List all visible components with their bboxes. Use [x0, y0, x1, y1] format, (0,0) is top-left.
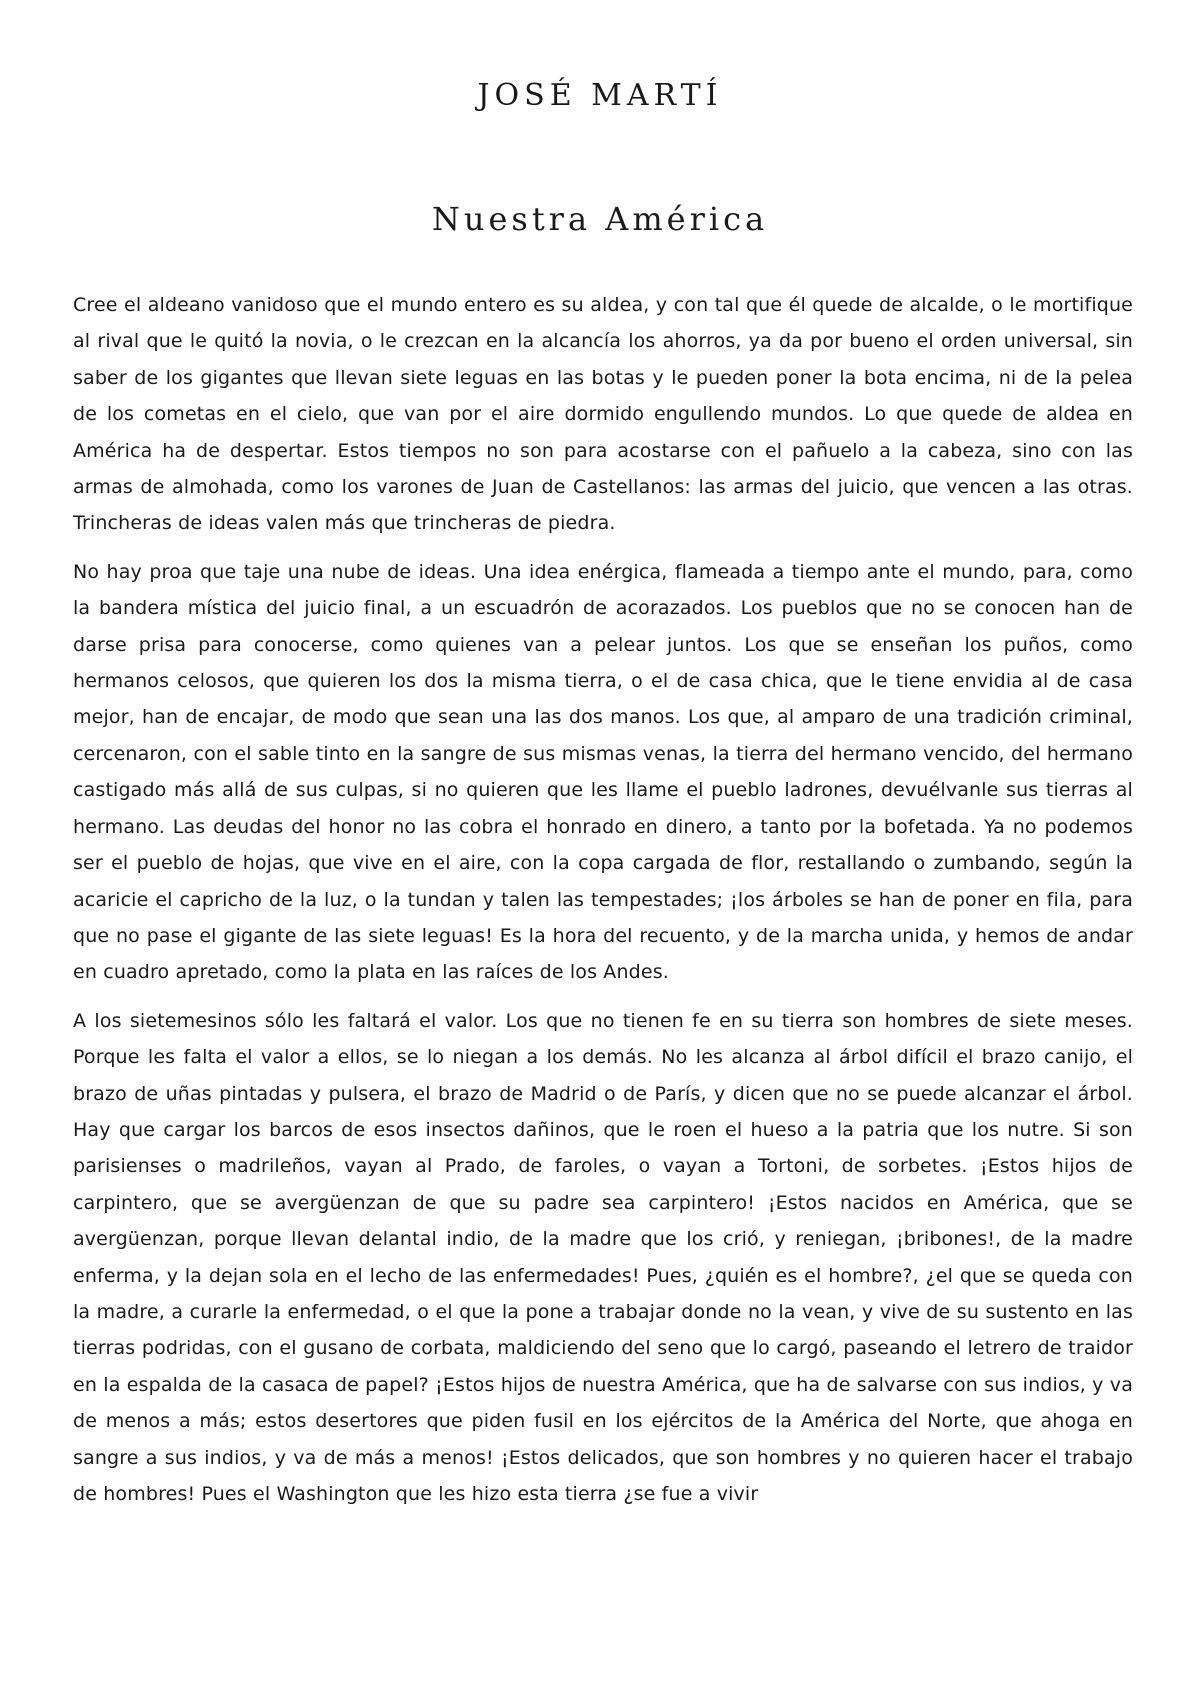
document-title: Nuestra América: [431, 200, 769, 238]
body-text: [73, 287, 1133, 1524]
author-heading: JOSÉ MARTÍ: [477, 78, 723, 113]
paragraph-3: A los sietemesinos sólo les faltará el valor. Los que no tienen fe en su tierra son hombres de siete meses. Porque les falta el valor a ellos, se lo niegan a los demás. No les alcanza al árbol difícil el brazo canijo, el brazo de uñas pintadas y pulsera, el brazo de Madrid o de París, y dicen que no se puede alcanzar el árbol. Hay que cargar los barcos de esos insectos dañinos, que le roen el hueso a la patria que los nutre. Si son parisienses o madrileños, vayan al Prado, de faroles, o vayan a Tortoni, de sorbetes. ¡Estos hijos de carpintero, que se avergüenzan de que su padre sea carpintero! ¡Estos nacidos en América, que se avergüenzan, porque llevan delantal indio, de la madre que los crió, y reniegan, ¡bribones!, de la madre enferma, y la dejan sola en el lecho de las enfermedades! Pues, ¿quién es el hombre?, ¿el que se queda con la madre, a curarle la enfermedad, o el que la pone a trabajar donde no la vean, y vive de su sustento en las tierras podridas, con el gusano de corbata, maldiciendo del seno que lo cargó, paseando el letrero de traidor en la espalda de la casaca de papel? ¡Estos hijos de nuestra América, que ha de salvarse con sus indios, y va de menos a más; estos desertores que piden fusil en los ejércitos de la América del Norte, que ahoga en sangre a sus indios, y va de más a menos! ¡Estos delicados, que son hombres y no quieren hacer el trabajo de hombres! Pues el Washington que les hizo esta tierra ¿se fue a vivir: [73, 1009, 1133, 1505]
paragraph-2: No hay proa que taje una nube de ideas. Una idea enérgica, flameada a tiempo ante el mundo, para, como la bandera mística del juicio final, a un escuadrón de acorazados. Los pueblos que no se conocen han de darse prisa para conocerse, como quienes van a pelear juntos. Los que se enseñan los puños, como hermanos celosos, que quieren los dos la misma tierra, o el de casa chica, que le tiene envidia al de casa mejor, han de encajar, de modo que sean una las dos manos. Los que, al amparo de una tradición criminal, cercenaron, con el sable tinto en la sangre de sus mismas venas, la tierra del hermano vencido, del hermano castigado más allá de sus culpas, si no quieren que les llame el pueblo ladrones, devuélvanle sus tierras al hermano. Las deudas del honor no las cobra el honrado en dinero, a tanto por la bofetada. Ya no podemos ser el pueblo de hojas, que vive en el aire, con la copa cargada de flor, restallando o zumbando, según la acaricie el capricho de la luz, o la tundan y talen las tempestades; ¡los árboles se han de poner en fila, para que no pase el gigante de las siete leguas! Es la hora del recuento, y de la marcha unida, y hemos de andar en cuadro apretado, como la plata en las raíces de los Andes.: [73, 560, 1133, 984]
paragraph-1: Cree el aldeano vanidoso que el mundo entero es su aldea, y con tal que él quede de alcalde, o le mortifique al rival que le quitó la novia, o le crezcan en la alcancía los ahorros, ya da por bueno el orden universal, sin saber de los gigantes que llevan siete leguas en las botas y le pueden poner la bota encima, ni de la pelea de los cometas en el cielo, que van por el aire dormido engullendo mundos. Lo que quede de aldea en América ha de despertar. Estos tiempos no son para acostarse con el pañuelo a la cabeza, sino con las armas de almohada, como los varones de Juan de Castellanos: las armas del juicio, que vencen a las otras. Trincheras de ideas valen más que trincheras de piedra.: [73, 294, 1133, 535]
